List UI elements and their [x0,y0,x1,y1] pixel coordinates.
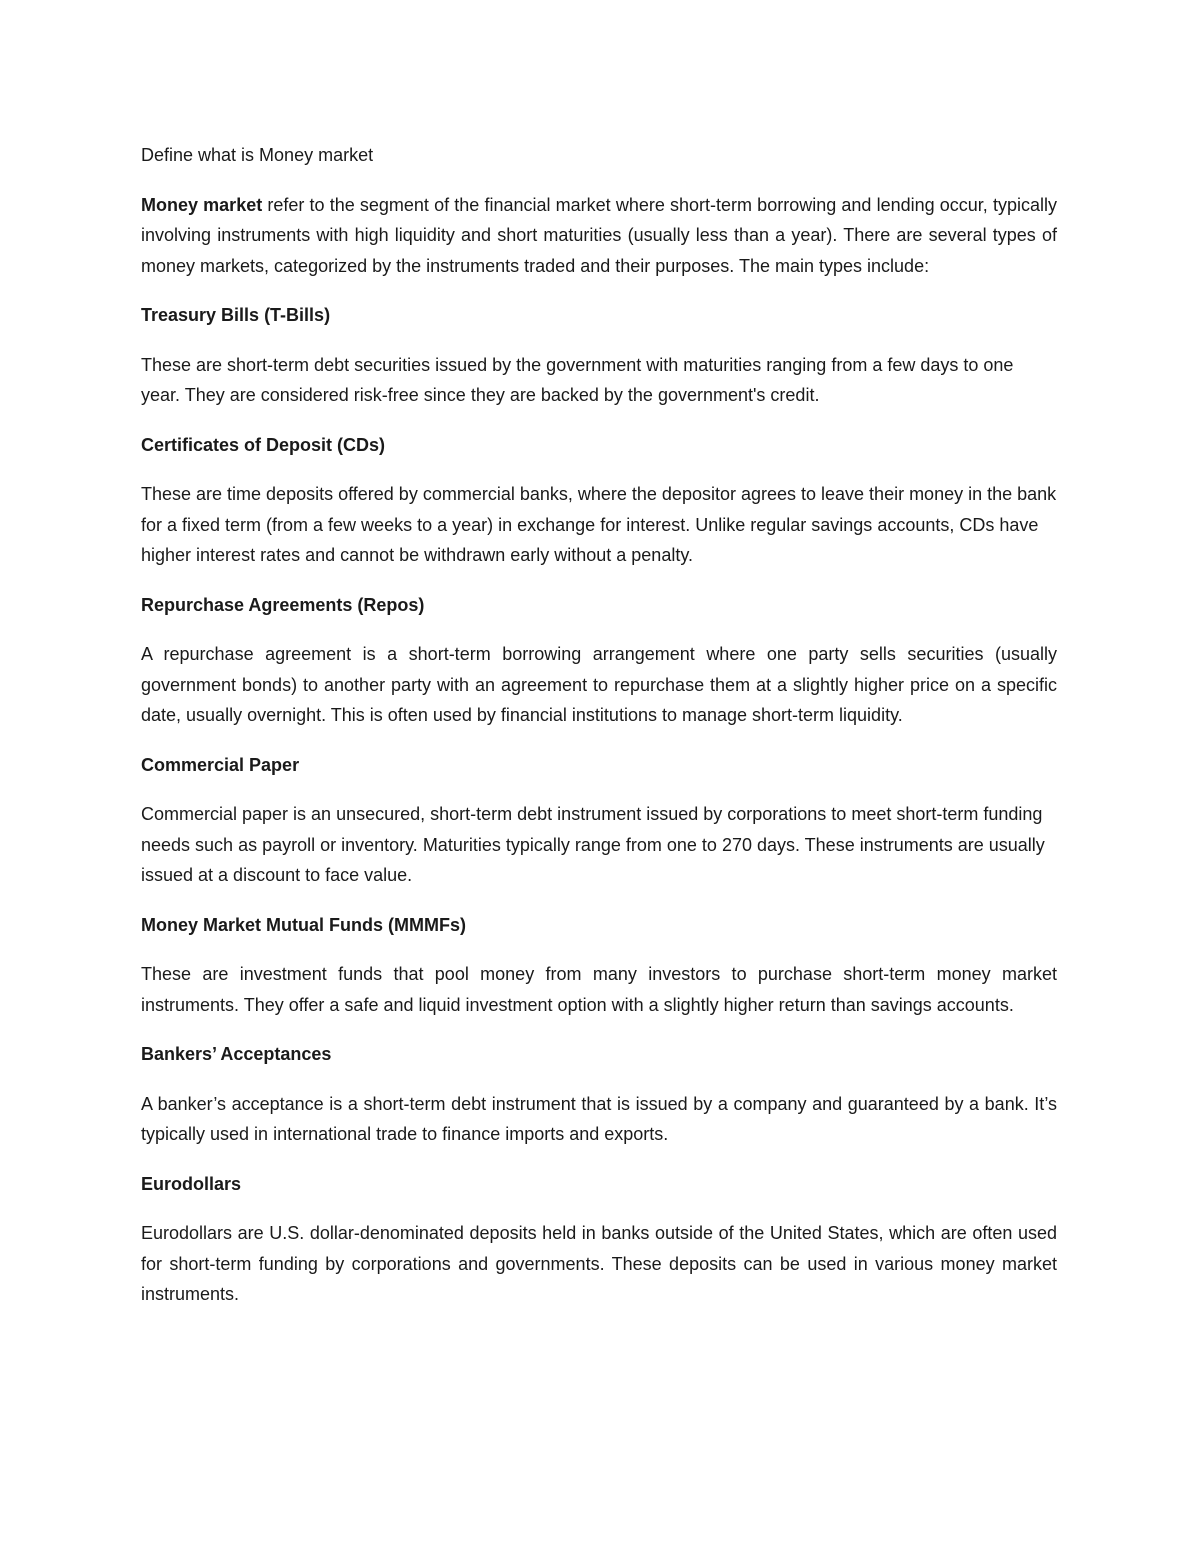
section-heading-certificates-of-deposit: Certificates of Deposit (CDs) [141,434,386,455]
section-body-repurchase-agreements: A repurchase agreement is a short-term borrowing arrangement where one party sells securities (usually government bonds) to another party with an agreement to repurchase them at a slightly higher price on a specific date, usually overnight. This is often used by financial institutions to manage short-term liquidity. [141,644,1057,725]
section-body-bankers-acceptances: A banker’s acceptance is a short-term debt instrument that is issued by a company and guaranteed by a bank. It’s typically used in international trade to finance imports and exports. [141,1093,1057,1144]
section-body-certificates-of-deposit: These are time deposits offered by commercial banks, where the depositor agrees to leave their money in the bank for a fixed term (from a few weeks to a year) in exchange for interest. Unlike regular savings accounts, CDs have higher interest rates and cannot be withdrawn early without a penalty. [141,484,1057,565]
section-heading-commercial-paper: Commercial Paper [141,754,300,775]
section-body-treasury-bills: These are short-term debt securities issued by the government with maturities ranging from a few days to one year. They are considered risk-free since they are backed by the government's credit. [141,354,1014,405]
intro-paragraph [141,190,1057,282]
section-heading-bankers-acceptances: Bankers’ Acceptances [141,1044,332,1064]
section-heading-money-market-mutual-funds: Money Market Mutual Funds (MMMFs) [141,914,466,935]
section-body-money-market-mutual-funds: These are investment funds that pool money from many investors to purchase short-term money market instruments. They offer a safe and liquid investment option with a slightly higher return than savings accounts. [141,964,1057,1015]
intro-lead-term: Money market [141,194,263,215]
section-heading-eurodollars: Eurodollars [141,1173,242,1194]
section-body-eurodollars: Eurodollars are U.S. dollar-denominated deposits held in banks outside of the United States, which are often used for short-term funding by corporations and governments. These deposits can be used in various money market instruments. [141,1223,1057,1304]
section-heading-treasury-bills: Treasury Bills (T-Bills) [141,305,331,325]
document-page [141,140,1057,1329]
intro-text: refer to the segment of the financial market where short-term borrowing and lending occur, typically involving instruments with high liquidity and short maturities (usually less than a year). There are several types of money markets, categorized by the instruments traded and their purposes. The main types include: [141,194,1057,276]
section-body-commercial-paper: Commercial paper is an unsecured, short-term debt instrument issued by corporations to meet short-term funding needs such as payroll or inventory. Maturities typically range from one to 270 days. These instruments are usually issued at a discount to face value. [141,804,1045,885]
section-heading-repurchase-agreements: Repurchase Agreements (Repos) [141,594,425,615]
document-title: Define what is Money market [141,145,374,165]
